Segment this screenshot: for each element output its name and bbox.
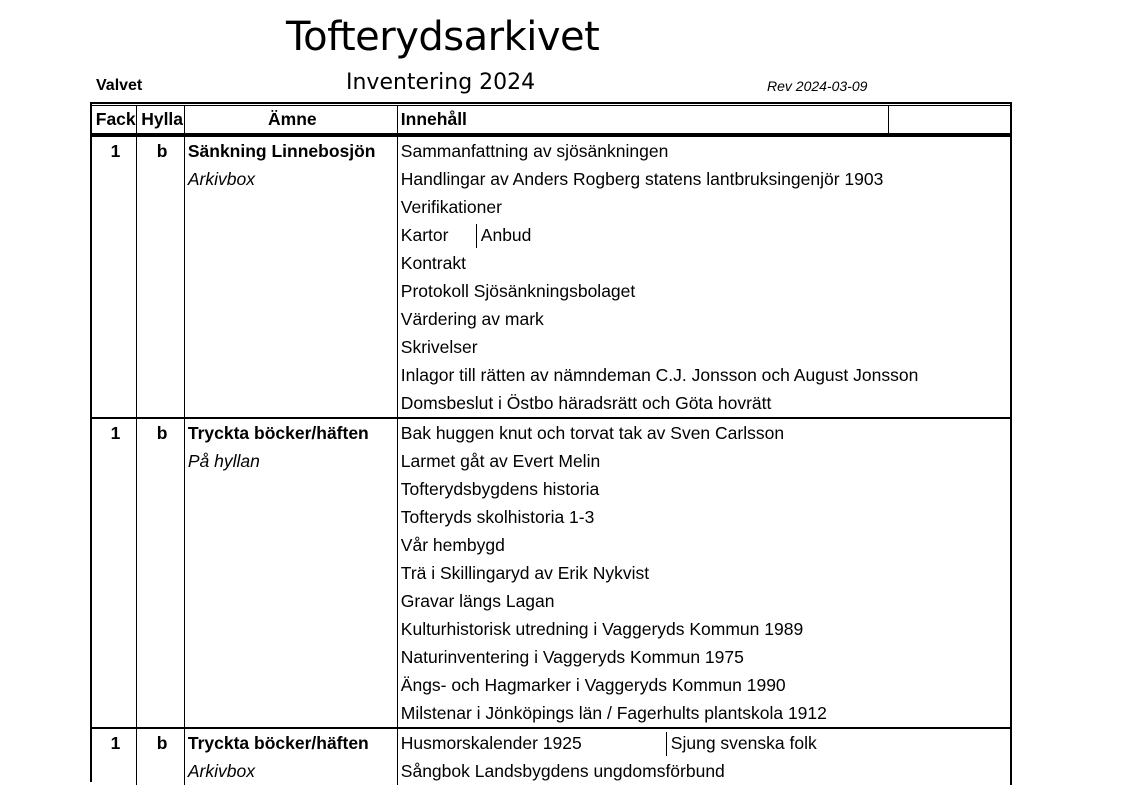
content-item: Husmorskalender 1925 xyxy=(400,733,582,753)
subject-cell: Tryckta böcker/häften xyxy=(184,418,397,447)
hylla-cell: b xyxy=(137,418,184,447)
content-cell: Verifikationer xyxy=(397,193,1011,221)
table-row xyxy=(92,305,1012,333)
table-row xyxy=(92,165,1012,193)
table-row xyxy=(92,559,1012,587)
fack-cell: 1 xyxy=(92,135,137,165)
table-row xyxy=(92,418,1012,447)
location-label: Valvet xyxy=(96,77,143,94)
content-cell: Trä i Skillingaryd av Erik Nykvist xyxy=(397,559,1011,587)
table-row xyxy=(92,361,1012,389)
table-row xyxy=(92,503,1012,531)
content-cell: Domsbeslut i Östbo häradsrätt och Göta hovrätt xyxy=(397,389,1011,418)
content-cell: Sammanfattning av sjösänkningen xyxy=(397,135,1011,165)
column-header-extra xyxy=(889,106,1011,136)
content-cell: Vår hembygd xyxy=(397,531,1011,559)
table-row xyxy=(92,389,1012,418)
storage-cell: På hyllan xyxy=(187,451,260,471)
subject-cell: Tryckta böcker/häften xyxy=(184,728,397,757)
fack-cell: 1 xyxy=(92,728,137,757)
inventory-table xyxy=(91,105,1012,785)
fack-cell: 1 xyxy=(92,418,137,447)
subtitle: Inventering 2024 xyxy=(346,70,536,95)
storage-cell: Arkivbox xyxy=(187,169,255,189)
table-row xyxy=(92,587,1012,615)
content-cell: Naturinventering i Vaggeryds Kommun 1975 xyxy=(397,643,1011,671)
content-cell: Milstenar i Jönköpings län / Fagerhults plantskola 1912 xyxy=(397,699,1011,728)
column-header-hylla: Hylla xyxy=(137,106,184,136)
content-cell xyxy=(397,728,1011,757)
divider xyxy=(476,224,477,248)
column-header-fack: Fack xyxy=(92,106,137,136)
table-row xyxy=(92,643,1012,671)
content-cell: Kontrakt xyxy=(397,249,1011,277)
content-cell: Gravar längs Lagan xyxy=(397,587,1011,615)
divider xyxy=(666,732,667,756)
content-item: Kartor xyxy=(400,225,449,245)
hylla-cell: b xyxy=(137,135,184,165)
table-row xyxy=(92,249,1012,277)
hylla-cell: b xyxy=(137,728,184,757)
content-cell: Ängs- och Hagmarker i Vaggeryds Kommun 1990 xyxy=(397,671,1011,699)
content-cell: Tofterydsbygdens historia xyxy=(397,475,1011,503)
table-row xyxy=(92,135,1012,165)
content-cell: Handlingar av Anders Rogberg statens lantbruksingenjör 1903 xyxy=(397,165,1011,193)
content-cell: Skrivelser xyxy=(397,333,1011,361)
column-header-innehall: Innehåll xyxy=(397,106,889,136)
content-cell: Kulturhistorisk utredning i Vaggeryds Kommun 1989 xyxy=(397,615,1011,643)
content-cell: Bak huggen knut och torvat tak av Sven Carlsson xyxy=(397,418,1011,447)
table-row xyxy=(92,221,1012,249)
content-cell: Sångbok Landsbygdens ungdomsförbund xyxy=(397,757,1011,785)
table-row xyxy=(92,671,1012,699)
table-row xyxy=(92,447,1012,475)
content-cell: Tofteryds skolhistoria 1-3 xyxy=(397,503,1011,531)
table-row xyxy=(92,531,1012,559)
table-row xyxy=(92,615,1012,643)
content-item: Anbud xyxy=(480,225,532,245)
table-row xyxy=(92,757,1012,785)
table-row xyxy=(92,277,1012,305)
column-header-amne: Ämne xyxy=(184,106,397,136)
table-body xyxy=(92,135,1012,785)
header-row xyxy=(92,106,1012,136)
content-cell: Värdering av mark xyxy=(397,305,1011,333)
content-item: Sjung svenska folk xyxy=(670,733,817,753)
storage-cell: Arkivbox xyxy=(187,761,255,781)
table-row xyxy=(92,699,1012,728)
subject-cell: Sänkning Linnebosjön xyxy=(184,135,397,165)
document-title: Tofterydsarkivet xyxy=(286,14,600,60)
content-cell: Larmet gåt av Evert Melin xyxy=(397,447,1011,475)
table-row xyxy=(92,728,1012,757)
table-row xyxy=(92,193,1012,221)
table-row xyxy=(92,475,1012,503)
table-row xyxy=(92,333,1012,361)
content-cell: Protokoll Sjösänkningsbolaget xyxy=(397,277,1011,305)
revision-label: Rev 2024-03-09 xyxy=(767,78,868,94)
content-cell xyxy=(397,221,1011,249)
content-cell: Inlagor till rätten av nämndeman C.J. Jonsson och August Jonsson xyxy=(397,361,1011,389)
